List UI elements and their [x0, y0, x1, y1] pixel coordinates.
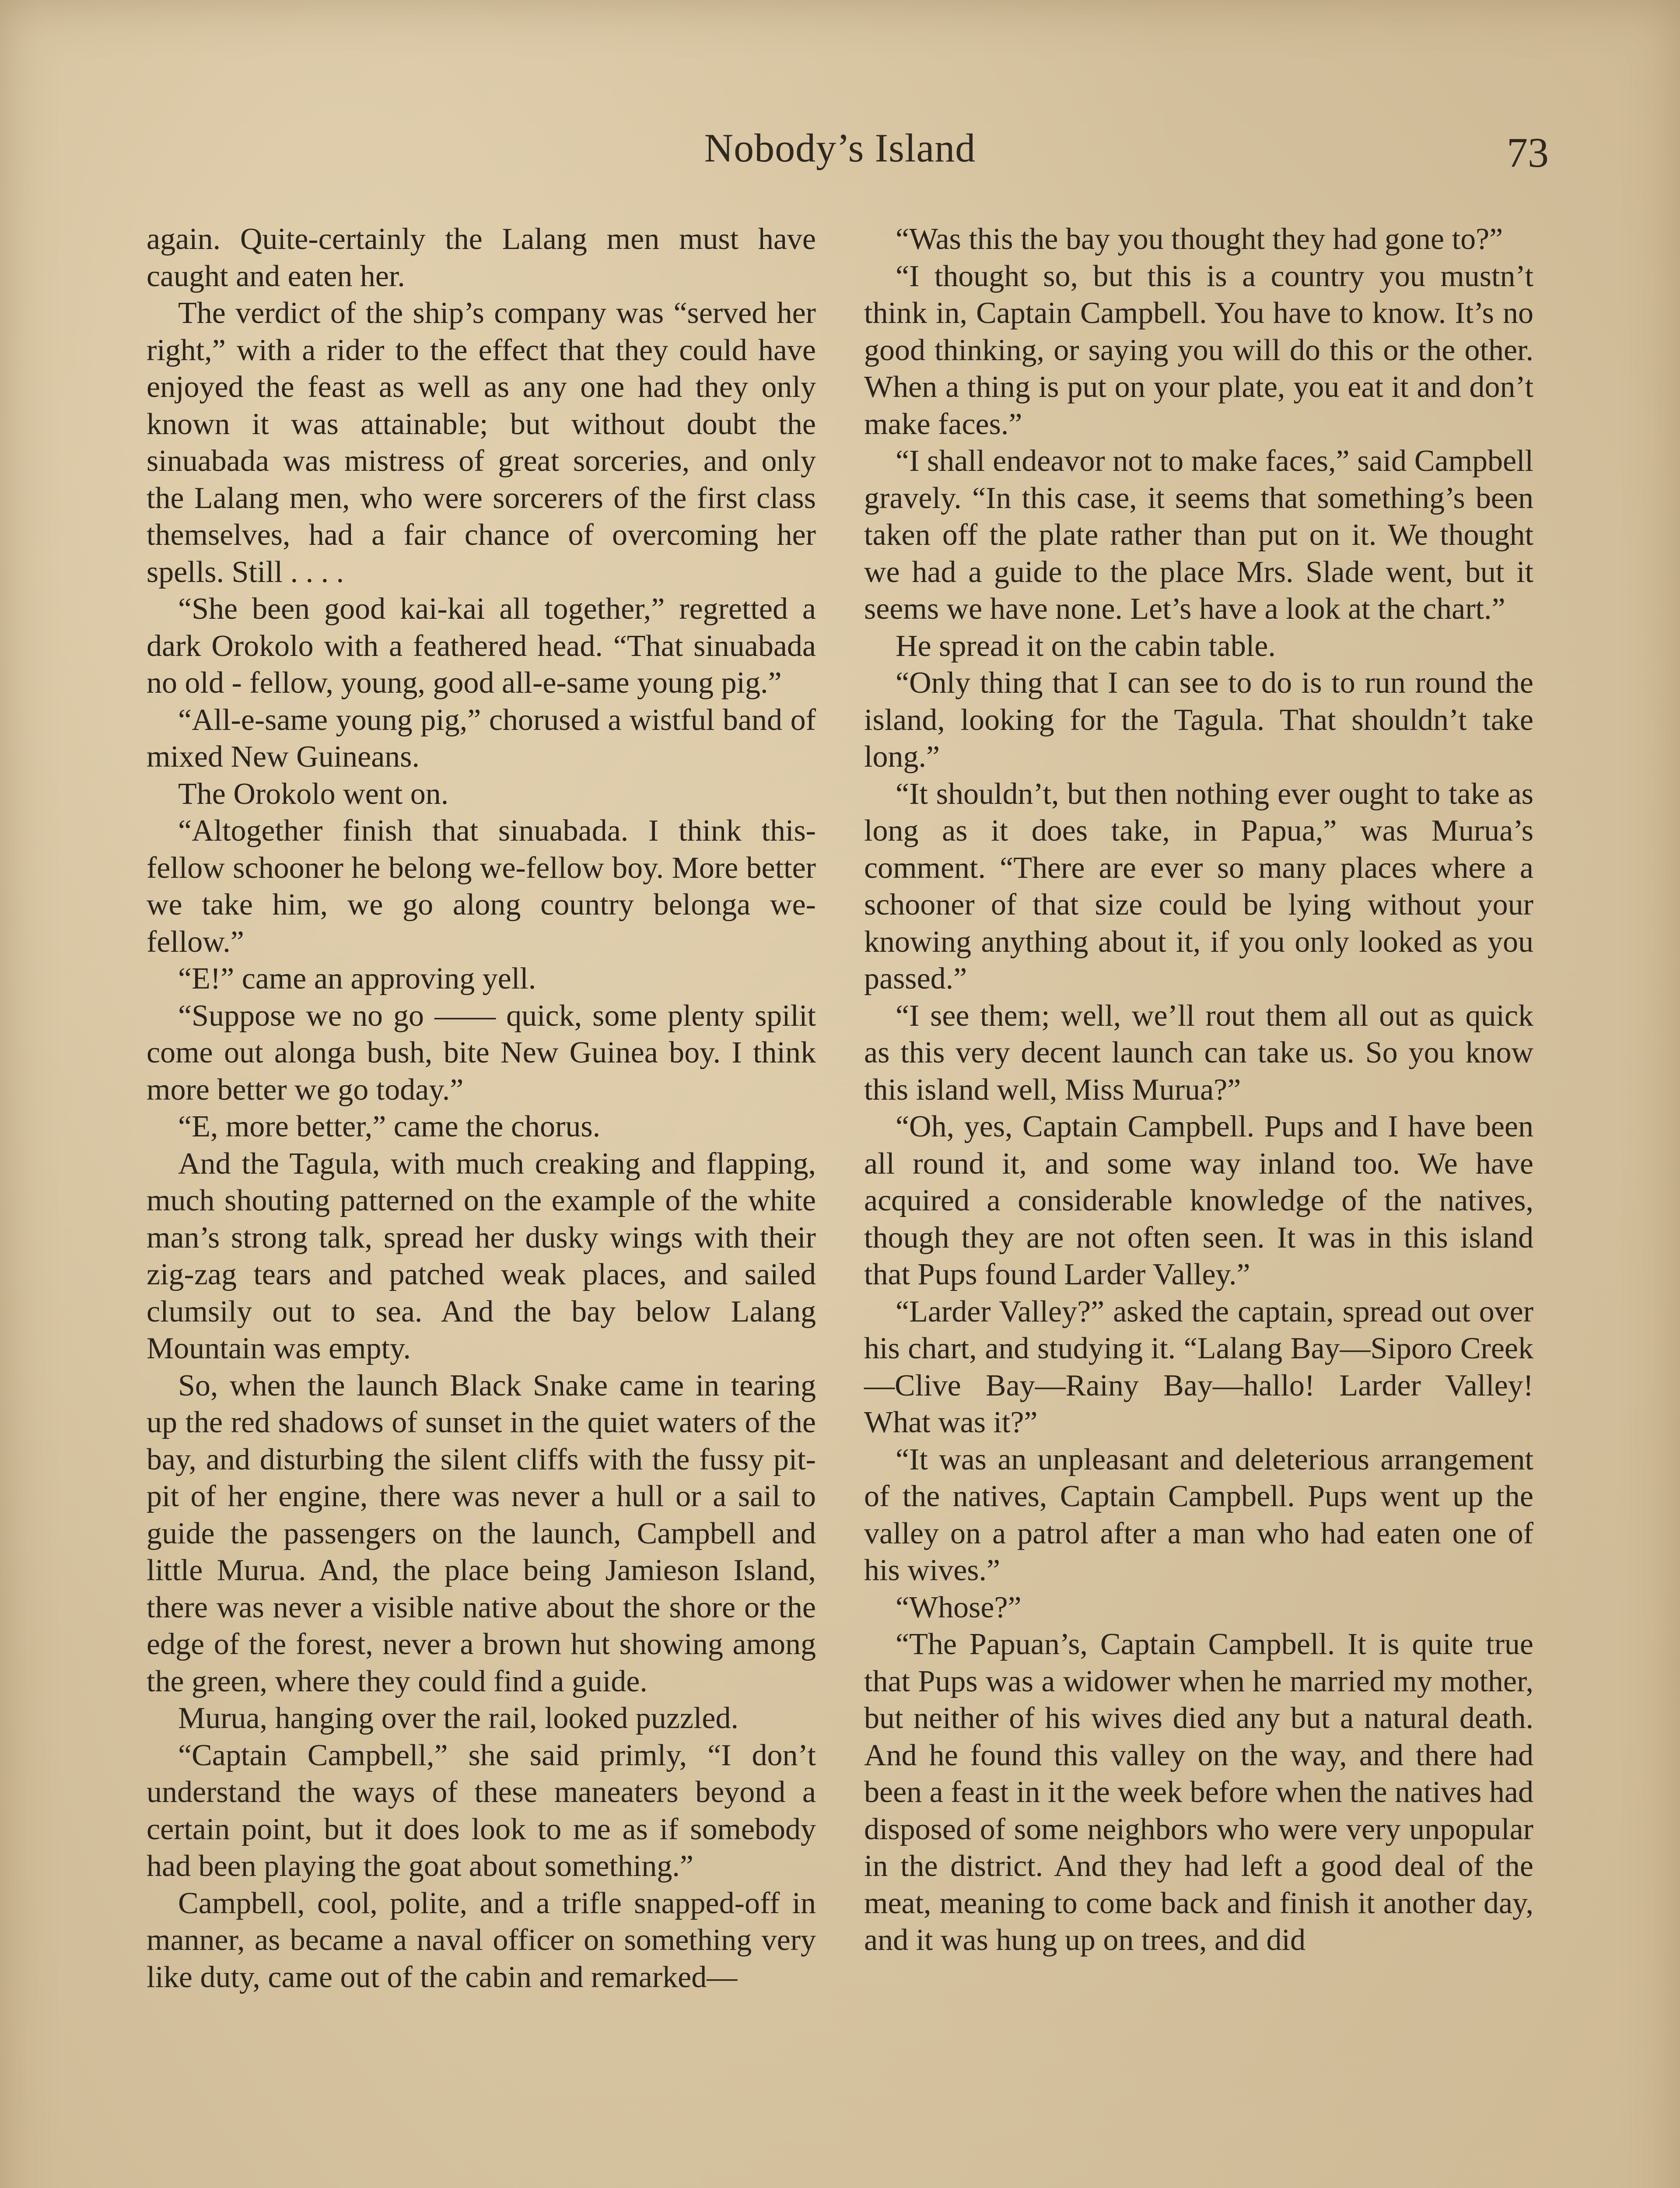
paragraph: “E!” came an approving yell. — [178, 962, 536, 996]
paragraph: “E, more better,” came the chorus. — [178, 1110, 601, 1143]
paragraph: “Larder Valley?” asked the captain, spread out over his chart, and studying it. “Lalang Bay—Siporo Creek—Clive Bay—Rainy Bay—hallo! Larder Valley! What was it?” — [864, 1294, 1533, 1439]
paragraph: “The Papuan’s, Captain Campbell. It is quite true that Pups was a widower when he married my mother, but neither of his wives died any but a natural death. And he found this valley on the way, and there had been a feast in it the week before when the natives had disposed of some neighbors who were very unpopular in the district. And they had left a good deal of the meat, meaning to come back and finish it another day, and it was hung up on trees, and did — [864, 1627, 1533, 1957]
paragraph: “Only thing that I can see to do is to run round the island, looking for the Tagula. That shouldn’t take long.” — [864, 666, 1533, 774]
paragraph: He spread it on the cabin table. — [896, 629, 1276, 663]
paragraph: “Altogether finish that sinuabada. I think this-fellow schooner he belong we-fellow boy. More better we take him, we go along country belonga we-fellow.” — [147, 814, 816, 959]
paragraph: “I thought so, but this is a country you mustn’t think in, Captain Campbell. You have to know. It’s no good thinking, or saying you will do this or the other. When a thing is put on your plate, you eat it and don’t make faces.” — [864, 259, 1533, 441]
paragraph: again. Quite-certainly the Lalang men must have caught and eaten her. — [147, 222, 816, 293]
paragraph: “I shall endeavor not to make faces,” said Campbell gravely. “In this case, it seems that something’s been taken off the plate rather than put on it. We thought we had a guide to the place Mrs. Slade went, but it seems we have none. Let’s have a look at the chart.” — [864, 444, 1533, 626]
page-number: 73 — [1507, 129, 1549, 176]
paragraph: “Whose?” — [896, 1590, 1022, 1624]
running-title: Nobody’s Island — [704, 126, 976, 170]
text-columns — [147, 221, 1533, 2188]
paragraph: And the Tagula, with much creaking and flapping, much shouting patterned on the example of the white man’s strong talk, spread her dusky wings with their zig-zag tears and patched weak places, and sailed clumsily out to sea. And the bay below Lalang Mountain was empty. — [147, 1147, 816, 1365]
paragraph: “Was this the bay you thought they had gone to?” — [896, 222, 1503, 256]
paragraph: “Oh, yes, Captain Campbell. Pups and I have been all round it, and some way inland too. We have acquired a considerable knowledge of the natives, though they are not often seen. It was in this island that Pups found Larder Valley.” — [864, 1110, 1533, 1291]
left-column — [147, 221, 816, 1996]
paragraph: “It was an unpleasant and deleterious arrangement of the natives, Captain Campbell. Pups went up the valley on a patrol after a man who had eaten one of his wives.” — [864, 1442, 1533, 1587]
paragraph: The verdict of the ship’s company was “served her right,” with a rider to the effect that they could have enjoyed the feast as well as any one had they only known it was attainable; but without doubt the sinuabada was mistress of great sorceries, and only the Lalang men, who were sorcerers of the first class themselves, had a fair chance of overcoming her spells. Still . . . . — [147, 296, 816, 589]
paragraph: “It shouldn’t, but then nothing ever ought to take as long as it does take, in Papua,” was Murua’s comment. “There are ever so many places where a schooner of that size could be lying without your knowing anything about it, if you only looked as you passed.” — [864, 777, 1533, 996]
paragraph: “All-e-same young pig,” chorused a wistful band of mixed New Guineans. — [147, 703, 816, 774]
paragraph: “She been good kai-kai all together,” regretted a dark Orokolo with a feathered head. “That sinuabada no old - fellow, young, good all-e-same young pig.” — [147, 592, 816, 700]
paragraph: “Captain Campbell,” she said primly, “I don’t understand the ways of these maneaters beyond a certain point, but it does look to me as if somebody had been playing the goat about something.” — [147, 1738, 816, 1883]
paragraph: “Suppose we no go —— quick, some plenty spilit come out alonga bush, bite New Guinea boy. I think more better we go today.” — [147, 999, 816, 1107]
paragraph: So, when the launch Black Snake came in tearing up the red shadows of sunset in the quiet waters of the bay, and disturbing the silent cliffs with the fussy pit-pit of her engine, there was never a hull or a sail to guide the passengers on the launch, Campbell and little Murua. And, the place being Jamieson Island, there was never a visible native about the shore or the edge of the forest, never a brown hut showing among the green, where they could find a guide. — [147, 1368, 816, 1698]
paragraph: “I see them; well, we’ll rout them all out as quick as this very decent launch can take us. So you know this island well, Miss Murua?” — [864, 999, 1533, 1107]
paragraph: Campbell, cool, polite, and a trifle snapped-off in manner, as became a naval officer on something very like duty, came out of the cabin and remarked— — [147, 1886, 816, 1994]
paragraph: Murua, hanging over the rail, looked puzzled. — [178, 1701, 738, 1735]
paragraph: The Orokolo went on. — [178, 777, 449, 811]
running-header — [140, 125, 1549, 190]
right-column — [864, 221, 1533, 1959]
